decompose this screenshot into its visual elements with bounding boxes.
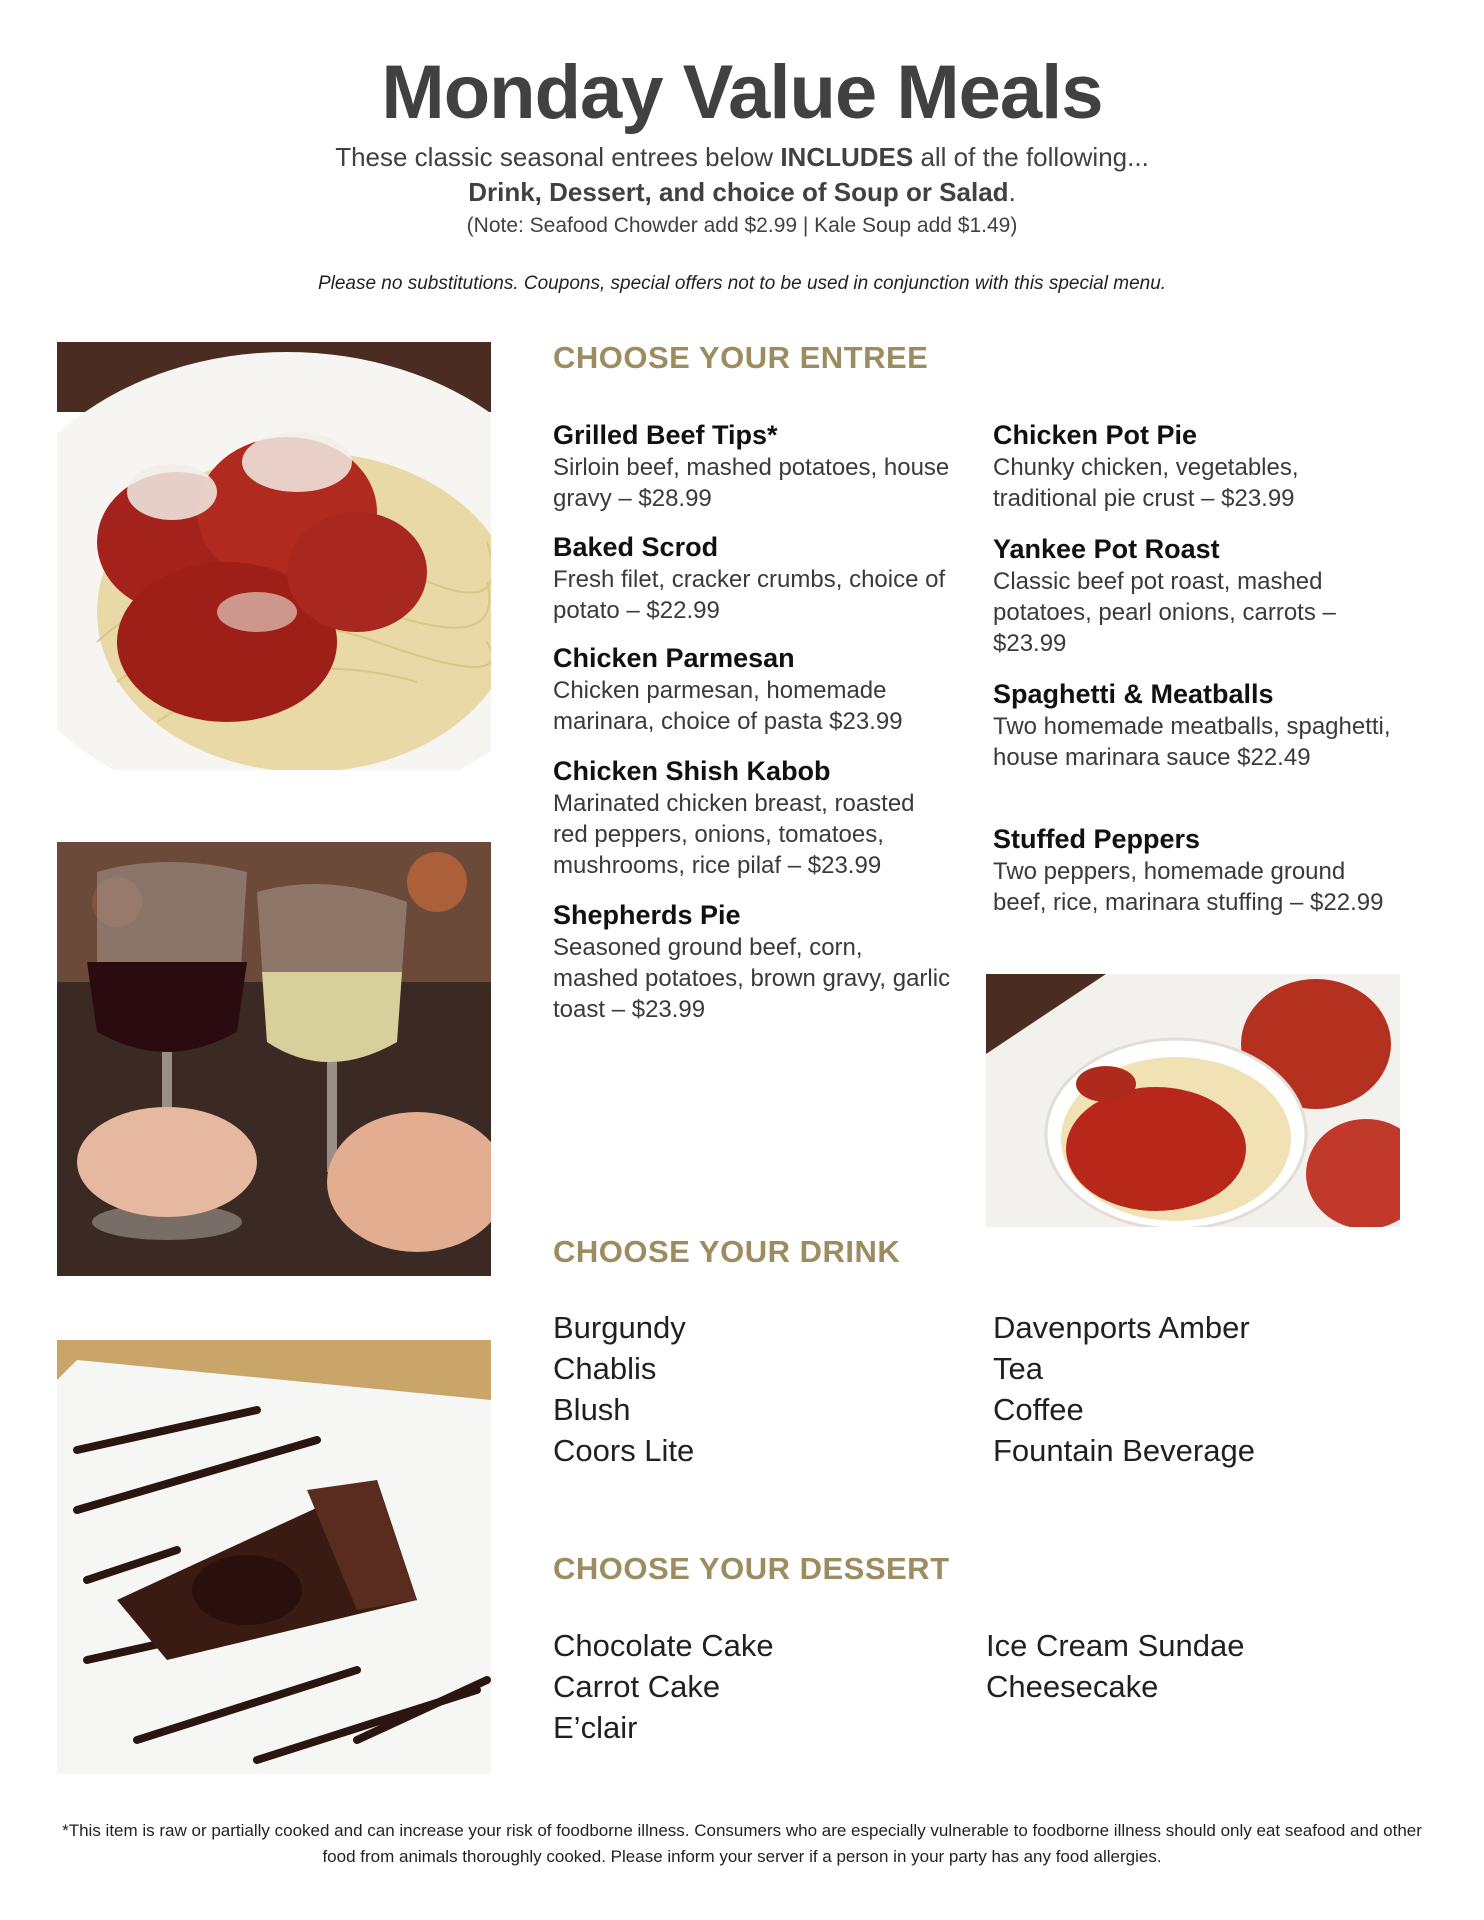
dessert-item: Cheesecake: [986, 1669, 1159, 1704]
price-note: (Note: Seafood Chowder add $2.99 | Kale Soup add $1.49): [466, 214, 1018, 237]
includes-end: .: [1008, 177, 1016, 207]
entree-heading: CHOOSE YOUR ENTREE: [553, 340, 929, 375]
entree-name: Chicken Pot Pie: [993, 420, 1198, 450]
includes-text: Drink, Dessert, and choice of Soup or Salad: [468, 177, 1009, 207]
dessert-list-right: [986, 1625, 1244, 1707]
entree-name: Yankee Pot Roast: [993, 534, 1220, 564]
entree-item: [553, 418, 953, 514]
intro-prefix: These classic seasonal entrees below: [335, 142, 781, 172]
entree-name: Baked Scrod: [553, 532, 719, 562]
entree-desc: Chicken parmesan, homemade marinara, choice of pasta $23.99: [553, 677, 903, 735]
includes-line: [0, 177, 1484, 208]
entree-item: [553, 530, 953, 626]
intro-line: [0, 142, 1484, 173]
entree-name: Chicken Parmesan: [553, 643, 795, 673]
chocolate-cake-photo: [57, 1340, 491, 1774]
entree-desc: Seasoned ground beef, corn, mashed potatoes, brown gravy, garlic toast – $23.99: [553, 934, 951, 1023]
entree-desc: Two homemade meatballs, spaghetti, house marinara sauce $22.49: [993, 713, 1391, 771]
page-title: Monday Value Meals: [381, 50, 1103, 135]
entree-desc: Fresh filet, cracker crumbs, choice of potato – $22.99: [553, 566, 946, 624]
dessert-heading: CHOOSE YOUR DESSERT: [553, 1551, 950, 1586]
entree-item: [553, 898, 953, 1025]
drink-item: Burgundy: [553, 1310, 686, 1345]
dessert-item: E’clair: [553, 1710, 638, 1745]
drink-item: Fountain Beverage: [993, 1433, 1255, 1468]
drink-item: Davenports Amber: [993, 1310, 1250, 1345]
drink-item: Coffee: [993, 1392, 1084, 1427]
dessert-list-left: [553, 1625, 774, 1748]
drink-item: Blush: [553, 1392, 631, 1427]
drink-item: Tea: [993, 1351, 1043, 1386]
entree-name: Spaghetti & Meatballs: [993, 679, 1274, 709]
entree-name: Grilled Beef Tips*: [553, 420, 778, 450]
drink-heading: CHOOSE YOUR DRINK: [553, 1234, 901, 1269]
entree-name: Stuffed Peppers: [993, 824, 1201, 854]
dessert-item: Ice Cream Sundae: [986, 1628, 1245, 1663]
drink-item: Chablis: [553, 1351, 657, 1386]
entree-desc: Sirloin beef, mashed potatoes, house gravy – $28.99: [553, 454, 950, 512]
drink-item: Coors Lite: [553, 1433, 695, 1468]
spaghetti-photo: [57, 342, 491, 770]
drink-list-right: [993, 1307, 1255, 1471]
entree-desc: Two peppers, homemade ground beef, rice, marinara stuffing – $22.99: [993, 858, 1384, 916]
intro-bold: INCLUDES: [780, 142, 914, 172]
entree-item: [993, 822, 1403, 918]
policy-note: Please no substitutions. Coupons, special offers not to be used in conjunction with this special menu.: [317, 273, 1167, 294]
entree-item: [993, 418, 1403, 514]
entree-name: Shepherds Pie: [553, 900, 741, 930]
entree-name: Chicken Shish Kabob: [553, 756, 831, 786]
entree-item: [993, 677, 1403, 773]
entree-item: [553, 641, 953, 737]
intro-suffix: all of the following...: [913, 142, 1149, 172]
wine-toast-photo: [57, 842, 491, 1276]
entree-item: [993, 532, 1403, 659]
dessert-item: Chocolate Cake: [553, 1628, 774, 1663]
stuffed-peppers-photo: [986, 974, 1400, 1227]
entree-desc: Marinated chicken breast, roasted red peppers, onions, tomatoes, mushrooms, rice pilaf – $23.99: [553, 790, 915, 879]
dessert-item: Carrot Cake: [553, 1669, 721, 1704]
entree-desc: Classic beef pot roast, mashed potatoes, pearl onions, carrots – $23.99: [993, 568, 1336, 657]
entree-item: [553, 754, 953, 881]
entree-desc: Chunky chicken, vegetables, traditional pie crust – $23.99: [993, 454, 1299, 512]
drink-list-left: [553, 1307, 694, 1471]
footnote: *This item is raw or partially cooked and can increase your risk of foodborne illness. Consumers who are especially vulnerable to foodborne illness should only eat seafood and other food from animals thoroughly cooked. Please inform your server if a person in your party has any food allergies.: [62, 1821, 1422, 1866]
